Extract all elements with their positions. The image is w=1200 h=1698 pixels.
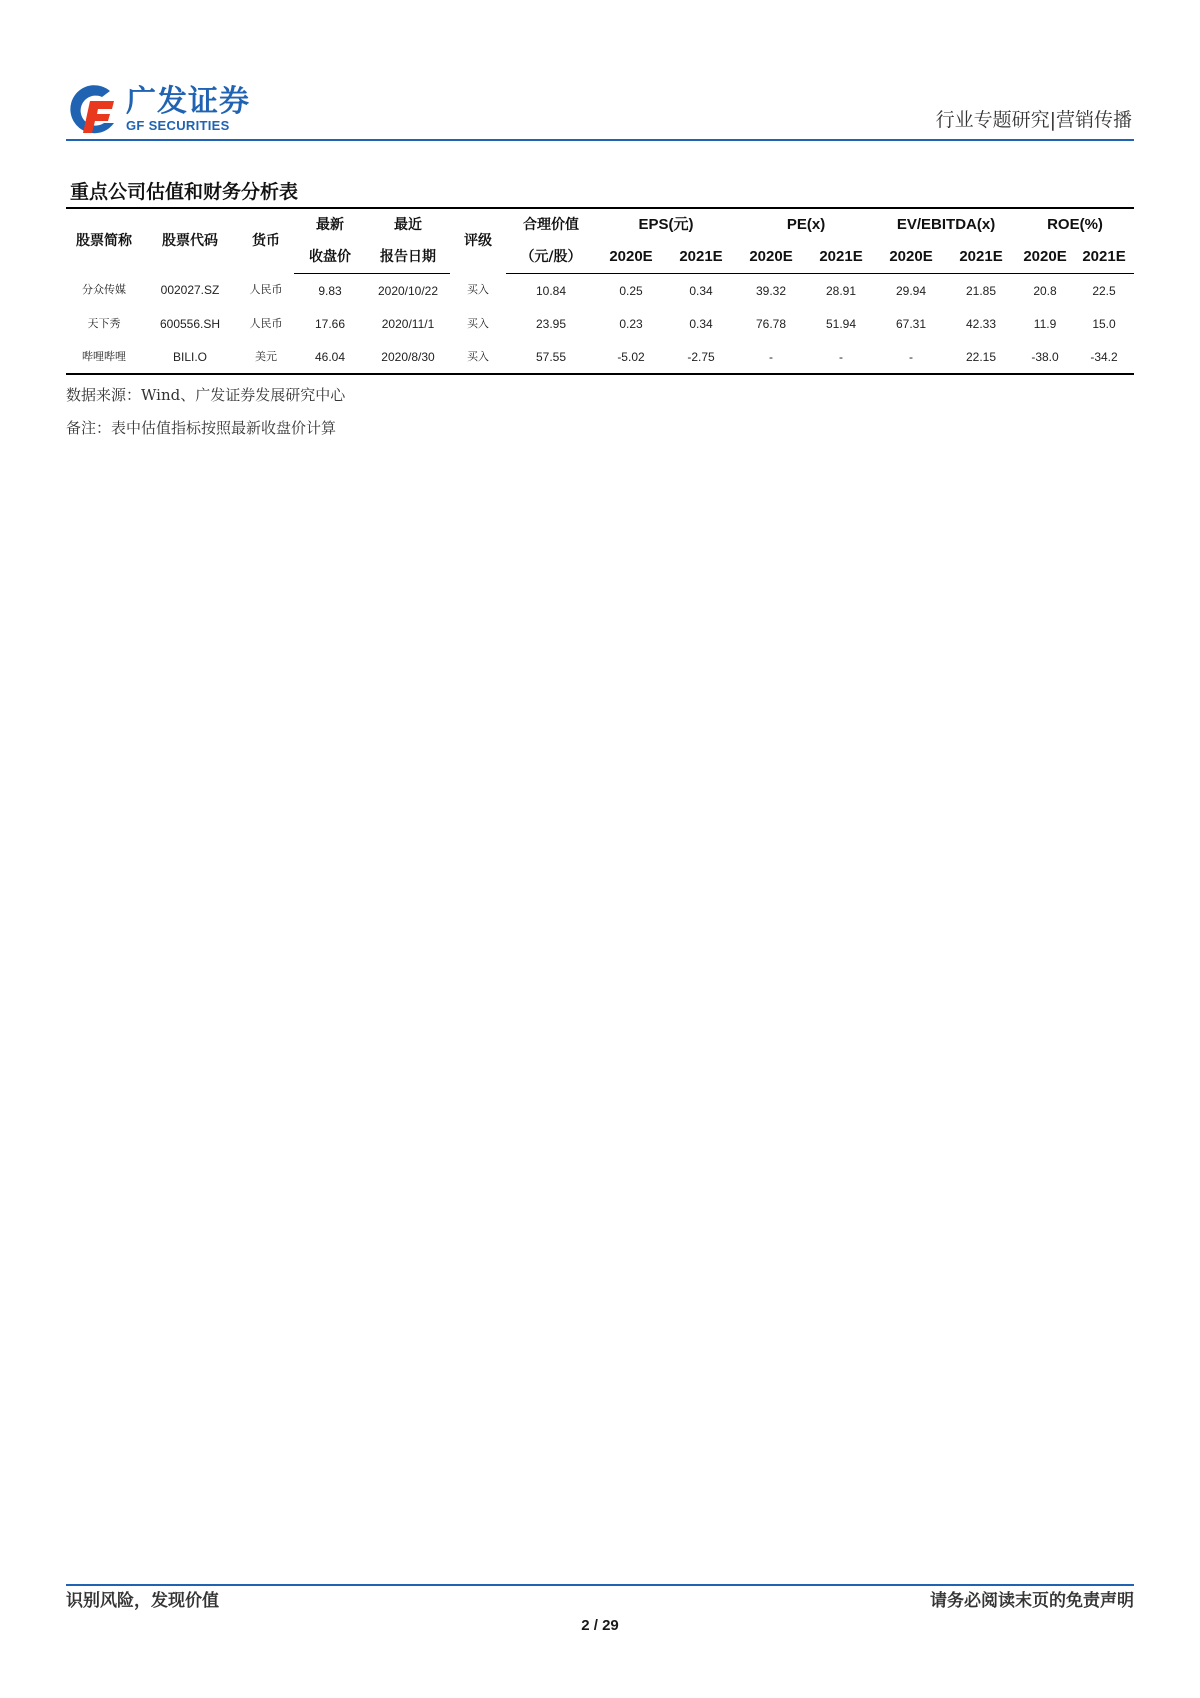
- company-logo: [66, 83, 266, 139]
- header-target-line1: 合理价值: [506, 208, 596, 241]
- cell-eps-2021e: 0.34: [689, 283, 713, 298]
- cell-name: 分众传媒: [82, 283, 126, 297]
- cell-currency: 美元: [238, 340, 294, 374]
- cell-eps-2020e: 0.23: [619, 316, 643, 331]
- cell-ev-2021e: 22.15: [946, 340, 1016, 374]
- header-divider: [66, 139, 1134, 141]
- header-stock-name: 股票简称: [66, 208, 142, 274]
- header-ev-2020e: 2020E: [876, 241, 946, 274]
- cell-eps-2021e: -2.75: [666, 340, 736, 374]
- header-rating: 评级: [450, 208, 506, 274]
- header-pe-2021e: 2021E: [806, 241, 876, 274]
- cell-name: 天下秀: [87, 316, 121, 330]
- cell-price: 9.83: [318, 283, 342, 298]
- table-header-row: [66, 208, 1134, 241]
- cell-ev-2020e: 67.31: [896, 316, 927, 331]
- cell-code: BILI.O: [142, 340, 238, 374]
- remark-note: 备注：表中估值指标按照最新收盘价计算: [66, 419, 337, 437]
- cell-pe-2021e: 51.94: [826, 316, 857, 331]
- logo-chinese-name: 广发证券: [126, 84, 250, 119]
- header-eps-2020e: 2020E: [596, 241, 666, 274]
- cell-price: 46.04: [294, 340, 366, 374]
- header-currency: 货币: [238, 208, 294, 274]
- gf-logo-mark-icon: [66, 83, 122, 139]
- cell-currency: 人民币: [249, 283, 283, 297]
- cell-code: 002027.SZ: [160, 283, 220, 298]
- cell-eps-2020e: -5.02: [596, 340, 666, 374]
- cell-rating: 买入: [467, 283, 489, 297]
- header-ev-ebitda: EV/EBITDA(x): [876, 208, 1016, 241]
- header-pe-2020e: 2020E: [736, 241, 806, 274]
- report-category: 行业专题研究|营销传播: [935, 109, 1132, 131]
- page-number: 2 / 29: [581, 1617, 619, 1634]
- logo-english-name: GF SECURITIES: [126, 118, 230, 133]
- cell-eps-2020e: 0.25: [619, 283, 643, 298]
- header-date-line2: 报告日期: [366, 241, 450, 274]
- cell-roe-2020e: 11.9: [1033, 316, 1057, 331]
- cell-target: 10.84: [535, 283, 567, 298]
- footer-disclaimer: 请务必阅读末页的免责声明: [930, 1591, 1134, 1611]
- cell-ev-2020e: 29.94: [896, 283, 927, 298]
- cell-pe-2020e: 39.32: [756, 283, 787, 298]
- cell-eps-2021e: 0.34: [689, 316, 713, 331]
- header-ev-2021e: 2021E: [946, 241, 1016, 274]
- cell-target: 23.95: [535, 316, 567, 331]
- header-roe: ROE(%): [1016, 208, 1134, 241]
- cell-code: 600556.SH: [159, 316, 221, 331]
- cell-date: 2020/8/30: [366, 340, 450, 374]
- header-eps: EPS(元): [596, 208, 736, 241]
- cell-currency: 人民币: [249, 316, 283, 330]
- cell-name: 哔哩哔哩: [66, 340, 142, 374]
- data-source-note: 数据来源：Wind、广发证券发展研究中心: [66, 386, 346, 404]
- cell-rating: 买入: [467, 316, 489, 330]
- cell-pe-2020e: -: [736, 340, 806, 374]
- cell-pe-2020e: 76.78: [756, 316, 787, 331]
- cell-roe-2021e: -34.2: [1074, 340, 1134, 374]
- header-price-line1: 最新: [294, 208, 366, 241]
- cell-date: 2020/10/22: [377, 283, 439, 298]
- cell-ev-2020e: -: [876, 340, 946, 374]
- table-row: [66, 340, 1134, 374]
- table-row: [66, 307, 1134, 340]
- valuation-table: [66, 207, 1134, 375]
- cell-roe-2020e: 20.8: [1033, 283, 1057, 298]
- header-date-line1: 最近: [366, 208, 450, 241]
- header-roe-2021e: 2021E: [1074, 241, 1134, 274]
- footer-divider: [66, 1584, 1134, 1586]
- cell-roe-2020e: -38.0: [1016, 340, 1074, 374]
- cell-roe-2021e: 22.5: [1092, 283, 1116, 298]
- header-stock-code: 股票代码: [142, 208, 238, 274]
- cell-pe-2021e: -: [806, 340, 876, 374]
- header-pe: PE(x): [736, 208, 876, 241]
- cell-price: 17.66: [314, 316, 346, 331]
- table-title: 重点公司估值和财务分析表: [70, 181, 299, 203]
- header-eps-2021e: 2021E: [666, 241, 736, 274]
- cell-target: 57.55: [506, 340, 596, 374]
- table-row: [66, 274, 1134, 308]
- header-price-line2: 收盘价: [294, 241, 366, 274]
- cell-roe-2021e: 15.0: [1092, 316, 1116, 331]
- cell-rating: 买入: [450, 340, 506, 374]
- cell-pe-2021e: 28.91: [826, 283, 857, 298]
- cell-date: 2020/11/1: [381, 316, 435, 331]
- footer-slogan: 识别风险，发现价值: [66, 1591, 219, 1611]
- cell-ev-2021e: 42.33: [966, 316, 997, 331]
- header-roe-2020e: 2020E: [1016, 241, 1074, 274]
- header-target-line2: （元/股）: [506, 241, 596, 274]
- cell-ev-2021e: 21.85: [966, 283, 997, 298]
